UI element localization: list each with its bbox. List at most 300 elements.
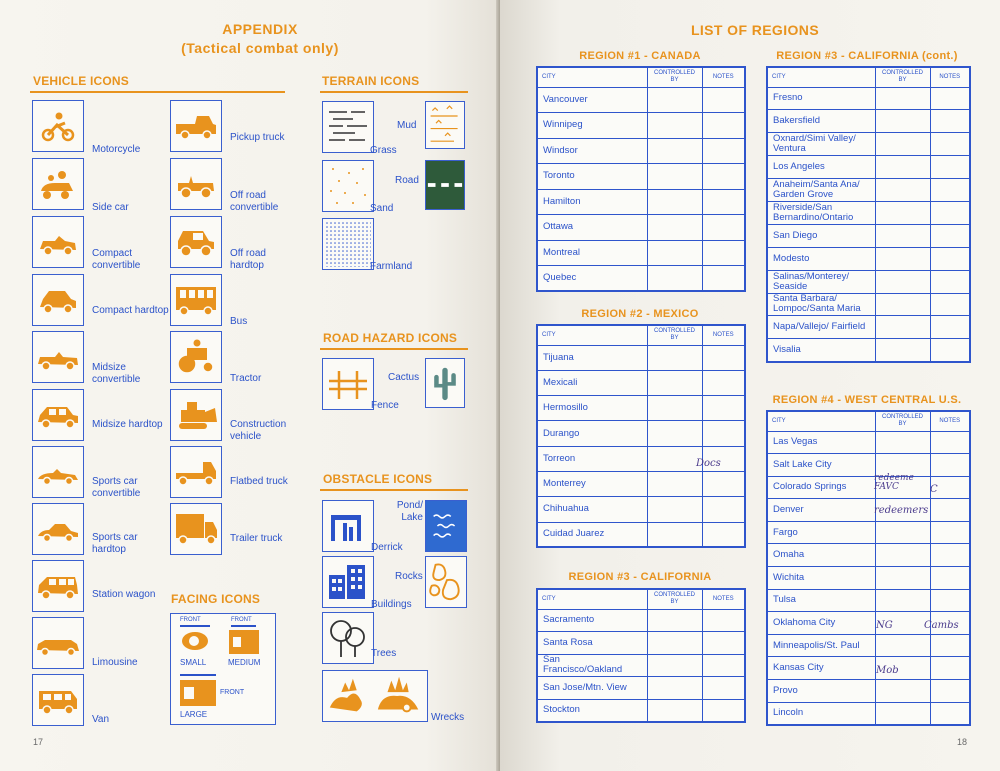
van-icon	[32, 674, 84, 726]
notes-cell[interactable]	[930, 567, 970, 590]
label-limousine: Limousine	[92, 657, 138, 668]
table-row	[767, 87, 970, 110]
sports-car-convertible-icon	[32, 446, 84, 498]
table-row	[537, 421, 745, 446]
label-side-car: Side car	[92, 202, 129, 213]
table-header-row	[537, 589, 745, 609]
table-row	[767, 224, 970, 247]
label-grass: Grass	[370, 145, 397, 156]
pickup-truck-icon	[170, 100, 222, 152]
column-header-notes: NOTES	[702, 589, 745, 609]
farmland-icon	[322, 218, 374, 270]
label-fence: Fence	[371, 400, 399, 411]
table-row	[767, 702, 970, 725]
label-flatbed-truck: Flatbed truck	[230, 476, 288, 487]
city-cell: Salinas/Monterey/ Seaside	[767, 270, 875, 293]
label-tractor: Tractor	[230, 373, 262, 384]
handwriting-kansas: Mob	[876, 665, 899, 676]
column-header-controlled: CONTROLLED BY	[647, 589, 702, 609]
city-cell: Fresno	[767, 87, 875, 110]
notes-cell[interactable]	[930, 657, 970, 680]
label-rocks: Rocks	[395, 571, 423, 582]
label-trees: Trees	[371, 648, 397, 659]
column-header-controlled: CONTROLLED BY	[875, 411, 930, 431]
page-number-left: 17	[33, 737, 44, 747]
notes-cell[interactable]	[930, 680, 970, 703]
city-cell: Oxnard/Simi Valley/ Ventura	[767, 133, 875, 156]
table-row	[537, 113, 745, 139]
city-cell: Omaha	[767, 544, 875, 567]
notes-cell[interactable]	[930, 521, 970, 544]
controlled-by-cell[interactable]	[875, 521, 930, 544]
controlled-by-cell[interactable]	[647, 446, 702, 471]
side-car-icon	[32, 158, 84, 210]
terrain-icons-heading: TERRAIN ICONS	[322, 74, 420, 88]
mud-icon	[425, 101, 465, 149]
table-row	[767, 567, 970, 590]
table-row	[537, 215, 745, 241]
off-road-convertible-icon	[170, 158, 222, 210]
label-buildings: Buildings	[371, 599, 412, 610]
region-4-title: REGION #4 - WEST CENTRAL U.S.	[772, 394, 962, 406]
table-row	[767, 454, 970, 477]
region-2-table	[536, 324, 746, 548]
appendix-title: APPENDIX	[222, 21, 298, 37]
controlled-by-cell[interactable]	[647, 632, 702, 655]
notes-cell[interactable]	[702, 699, 745, 722]
trees-icon	[322, 612, 374, 664]
page-number-right: 18	[957, 737, 968, 747]
controlled-by-cell[interactable]	[875, 270, 930, 293]
controlled-by-cell[interactable]	[647, 240, 702, 266]
table-row	[767, 476, 970, 499]
city-cell: Sacramento	[537, 609, 647, 632]
table-row	[537, 189, 745, 215]
label-off-road-hardtop: Off road hardtop	[230, 248, 266, 271]
notes-cell[interactable]	[702, 164, 745, 190]
city-cell: Winnipeg	[537, 113, 647, 139]
table-row	[537, 87, 745, 113]
notes-cell[interactable]	[702, 266, 745, 292]
controlled-by-cell[interactable]	[647, 345, 702, 370]
bus-icon	[170, 274, 222, 326]
column-header-controlled: CONTROLLED BY	[647, 325, 702, 345]
table-header-row	[537, 67, 745, 87]
region-1-title: REGION #1 - CANADA	[579, 50, 701, 62]
city-cell: Santa Barbara/ Lompoc/Santa Maria	[767, 293, 875, 316]
city-cell: Minneapolis/St. Paul	[767, 634, 875, 657]
city-cell: Salt Lake City	[767, 454, 875, 477]
large-label: LARGE	[180, 710, 208, 719]
controlled-by-cell[interactable]	[875, 133, 930, 156]
notes-cell[interactable]	[930, 544, 970, 567]
label-sand: Sand	[370, 203, 394, 214]
label-station-wagon: Station wagon	[92, 589, 156, 600]
label-midsize-hardtop: Midsize hardtop	[92, 419, 163, 430]
city-cell: Chihuahua	[537, 497, 647, 522]
list-of-regions-title: LIST OF REGIONS	[690, 22, 820, 38]
handwriting-denver: redeemers	[874, 505, 929, 516]
flatbed-truck-icon	[170, 446, 222, 498]
table-row	[767, 316, 970, 339]
city-cell: San Francisco/Oakland	[537, 654, 647, 677]
terrain-rule	[320, 91, 468, 93]
medium-label: MEDIUM	[228, 658, 261, 667]
facing-icons-box	[170, 613, 276, 725]
label-compact-hardtop: Compact hardtop	[92, 305, 169, 316]
column-header-notes: NOTES	[702, 325, 745, 345]
controlled-by-cell[interactable]	[875, 431, 930, 454]
table-row	[767, 657, 970, 680]
controlled-by-cell[interactable]	[647, 113, 702, 139]
controlled-by-cell[interactable]	[875, 567, 930, 590]
label-compact-convertible: Compact convertible	[92, 248, 141, 271]
controlled-by-cell[interactable]	[875, 544, 930, 567]
table-row	[767, 293, 970, 316]
city-cell: Colorado Springs	[767, 476, 875, 499]
motorcycle-icon	[32, 100, 84, 152]
midsize-hardtop-icon	[32, 389, 84, 441]
notes-cell[interactable]	[930, 156, 970, 179]
obstacle-icons-heading: OBSTACLE ICONS	[323, 472, 433, 486]
city-cell: Modesto	[767, 247, 875, 270]
limousine-icon	[32, 617, 84, 669]
notes-cell[interactable]	[702, 522, 745, 547]
tractor-icon	[170, 331, 222, 383]
region-2-title: REGION #2 - MEXICO	[581, 308, 699, 320]
fence-icon	[322, 358, 374, 410]
city-cell: Las Vegas	[767, 431, 875, 454]
table-row	[537, 164, 745, 190]
table-header-row	[537, 325, 745, 345]
table-row	[767, 521, 970, 544]
city-cell: San Jose/Mtn. View	[537, 677, 647, 700]
table-row	[767, 133, 970, 156]
construction-vehicle-icon	[170, 389, 222, 441]
cactus-icon	[425, 358, 465, 408]
notes-cell[interactable]	[930, 499, 970, 522]
controlled-by-cell[interactable]	[875, 201, 930, 224]
table-header-row	[767, 67, 970, 87]
city-cell: Anaheim/Santa Ana/ Garden Grove	[767, 179, 875, 202]
controlled-by-cell[interactable]	[647, 421, 702, 446]
controlled-by-cell[interactable]	[647, 138, 702, 164]
controlled-by-cell[interactable]	[875, 339, 930, 362]
front-arrow-medium	[231, 625, 256, 627]
city-cell: Vancouver	[537, 87, 647, 113]
notes-cell[interactable]	[930, 179, 970, 202]
pond-lake-icon	[425, 500, 467, 552]
table-row	[537, 522, 745, 547]
table-row	[537, 632, 745, 655]
road-hazard-icons-heading: ROAD HAZARD ICONS	[323, 331, 458, 345]
city-cell: Bakersfield	[767, 110, 875, 133]
notes-cell[interactable]	[702, 370, 745, 395]
controlled-by-cell[interactable]	[647, 266, 702, 292]
derrick-icon	[322, 500, 374, 552]
table-row	[537, 370, 745, 395]
controlled-by-cell[interactable]	[875, 316, 930, 339]
controlled-by-cell[interactable]	[875, 702, 930, 725]
controlled-by-cell[interactable]	[875, 179, 930, 202]
column-header-notes: NOTES	[930, 411, 970, 431]
table-header-row	[767, 411, 970, 431]
notes-cell[interactable]	[702, 654, 745, 677]
table-row	[767, 589, 970, 612]
notes-cell[interactable]	[702, 87, 745, 113]
handwriting-colorado: redeeme FAVC	[874, 473, 914, 492]
handwriting-colorado-notes: C	[930, 484, 938, 495]
table-row	[767, 201, 970, 224]
controlled-by-cell[interactable]	[875, 87, 930, 110]
city-cell: Santa Rosa	[537, 632, 647, 655]
table-row	[537, 266, 745, 292]
table-row	[767, 247, 970, 270]
column-header-controlled: CONTROLLED BY	[875, 67, 930, 87]
notes-cell[interactable]	[930, 87, 970, 110]
controlled-by-cell[interactable]	[875, 224, 930, 247]
label-bus: Bus	[230, 316, 248, 327]
column-header-city: CITY	[537, 589, 647, 609]
notes-cell[interactable]	[930, 431, 970, 454]
notes-cell[interactable]	[930, 316, 970, 339]
controlled-by-cell[interactable]	[647, 497, 702, 522]
controlled-by-cell[interactable]	[647, 699, 702, 722]
city-cell: Mexicali	[537, 370, 647, 395]
controlled-by-cell[interactable]	[647, 471, 702, 496]
label-trailer-truck: Trailer truck	[230, 533, 283, 544]
table-row	[767, 156, 970, 179]
notes-cell[interactable]	[702, 421, 745, 446]
column-header-city: CITY	[537, 67, 647, 87]
compact-convertible-icon	[32, 216, 84, 268]
controlled-by-cell[interactable]	[647, 164, 702, 190]
notes-cell[interactable]	[702, 345, 745, 370]
obstacle-rule	[320, 489, 468, 491]
label-off-road-convertible: Off road convertible	[230, 190, 279, 213]
notes-cell[interactable]	[930, 247, 970, 270]
controlled-by-cell[interactable]	[875, 293, 930, 316]
notes-cell[interactable]	[702, 632, 745, 655]
city-cell: Monterrey	[537, 471, 647, 496]
label-derrick: Derrick	[371, 542, 403, 553]
table-row	[537, 345, 745, 370]
label-wrecks: Wrecks	[431, 712, 465, 723]
controlled-by-cell[interactable]	[647, 654, 702, 677]
column-header-city: CITY	[767, 411, 875, 431]
table-row	[767, 431, 970, 454]
sand-icon	[322, 160, 374, 212]
table-row	[537, 699, 745, 722]
city-cell: Wichita	[767, 567, 875, 590]
handwriting-oklahoma-notes: Cambs	[924, 620, 959, 631]
city-cell: Napa/Vallejo/ Fairfield	[767, 316, 875, 339]
road-hazard-rule	[320, 348, 468, 350]
controlled-by-cell[interactable]	[647, 396, 702, 421]
city-cell: Fargo	[767, 521, 875, 544]
city-cell: Cuidad Juarez	[537, 522, 647, 547]
label-farmland: Farmland	[370, 261, 413, 272]
front-label-large: FRONT	[220, 689, 245, 696]
column-header-city: CITY	[537, 325, 647, 345]
city-cell: Denver	[767, 499, 875, 522]
small-label: SMALL	[180, 658, 207, 667]
table-row	[767, 339, 970, 362]
appendix-subtitle: (Tactical combat only)	[181, 40, 339, 56]
city-cell: Hamilton	[537, 189, 647, 215]
region-3-title: REGION #3 - CALIFORNIA	[568, 571, 712, 583]
city-cell: Hermosillo	[537, 396, 647, 421]
wrecks-icon	[322, 670, 428, 722]
notes-cell[interactable]	[702, 609, 745, 632]
region-3-cont-title: REGION #3 - CALIFORNIA (cont.)	[776, 50, 958, 62]
label-pickup-truck: Pickup truck	[230, 132, 285, 143]
label-cactus: Cactus	[388, 372, 420, 383]
controlled-by-cell[interactable]	[875, 156, 930, 179]
label-mud: Mud	[397, 120, 417, 131]
notes-cell[interactable]	[702, 215, 745, 241]
trailer-truck-icon	[170, 503, 222, 555]
column-header-notes: NOTES	[702, 67, 745, 87]
sports-car-hardtop-icon	[32, 503, 84, 555]
station-wagon-icon	[32, 560, 84, 612]
handwriting-oklahoma: NG	[876, 620, 893, 631]
front-label-medium: FRONT	[231, 617, 252, 623]
column-header-city: CITY	[767, 67, 875, 87]
notes-cell[interactable]	[702, 471, 745, 496]
label-motorcycle: Motorcycle	[92, 144, 141, 155]
controlled-by-cell[interactable]	[647, 609, 702, 632]
city-cell: Ottawa	[537, 215, 647, 241]
table-row	[537, 677, 745, 700]
region-3-cont-table	[766, 66, 971, 363]
facing-icons-heading: FACING ICONS	[171, 592, 261, 606]
city-cell: San Diego	[767, 224, 875, 247]
table-row	[767, 499, 970, 522]
table-row	[767, 179, 970, 202]
notes-cell[interactable]	[702, 240, 745, 266]
controlled-by-cell[interactable]	[875, 589, 930, 612]
label-pond-lake: Pond/ Lake	[396, 500, 423, 523]
table-row	[767, 110, 970, 133]
notes-cell[interactable]	[930, 224, 970, 247]
front-arrow-large	[180, 674, 216, 676]
city-cell: Riverside/San Bernardino/Ontario	[767, 201, 875, 224]
notes-cell[interactable]	[702, 497, 745, 522]
front-label-small: FRONT	[180, 617, 201, 623]
notes-cell[interactable]	[702, 677, 745, 700]
controlled-by-cell[interactable]	[647, 87, 702, 113]
label-sports-car-convertible: Sports car convertible	[92, 476, 141, 499]
controlled-by-cell[interactable]	[647, 522, 702, 547]
grass-icon	[322, 101, 374, 153]
table-row	[537, 654, 745, 677]
label-sports-car-hardtop: Sports car hardtop	[92, 532, 138, 555]
controlled-by-cell[interactable]	[647, 189, 702, 215]
table-row	[767, 680, 970, 703]
compact-hardtop-icon	[32, 274, 84, 326]
table-row	[767, 270, 970, 293]
city-cell: Torreon	[537, 446, 647, 471]
controlled-by-cell[interactable]	[875, 634, 930, 657]
front-arrow-small	[180, 625, 210, 627]
notes-cell[interactable]	[930, 339, 970, 362]
off-road-hardtop-icon	[170, 216, 222, 268]
column-header-controlled: CONTROLLED BY	[647, 67, 702, 87]
controlled-by-cell[interactable]	[647, 215, 702, 241]
controlled-by-cell[interactable]	[875, 110, 930, 133]
city-cell: Tijuana	[537, 345, 647, 370]
right-page	[500, 0, 1000, 771]
notes-cell[interactable]	[930, 110, 970, 133]
city-cell: Los Angeles	[767, 156, 875, 179]
region-1-table	[536, 66, 746, 292]
notes-cell[interactable]	[930, 589, 970, 612]
notes-cell[interactable]	[702, 138, 745, 164]
controlled-by-cell[interactable]	[875, 680, 930, 703]
controlled-by-cell[interactable]	[647, 370, 702, 395]
notes-cell[interactable]	[930, 270, 970, 293]
label-road: Road	[395, 175, 419, 186]
table-row	[537, 240, 745, 266]
region-4-table	[766, 410, 971, 726]
table-row	[537, 138, 745, 164]
column-header-notes: NOTES	[930, 67, 970, 87]
table-row	[767, 634, 970, 657]
label-midsize-convertible: Midsize convertible	[92, 362, 141, 385]
midsize-convertible-icon	[32, 331, 84, 383]
vehicle-rule	[30, 91, 285, 93]
city-cell: Quebec	[537, 266, 647, 292]
rocks-icon	[425, 556, 467, 608]
city-cell: Windsor	[537, 138, 647, 164]
city-cell: Oklahoma City	[767, 612, 875, 635]
table-row	[537, 471, 745, 496]
controlled-by-cell[interactable]	[875, 247, 930, 270]
region-3-table	[536, 588, 746, 723]
notes-cell[interactable]	[930, 133, 970, 156]
table-row	[537, 609, 745, 632]
notes-cell[interactable]	[930, 634, 970, 657]
table-row	[537, 497, 745, 522]
city-cell: Durango	[537, 421, 647, 446]
label-van: Van	[92, 714, 110, 725]
table-row	[537, 396, 745, 421]
notes-cell[interactable]	[930, 454, 970, 477]
city-cell: Montreal	[537, 240, 647, 266]
city-cell: Visalia	[767, 339, 875, 362]
notes-cell[interactable]	[930, 702, 970, 725]
buildings-icon	[322, 556, 374, 608]
city-cell: Kansas City	[767, 657, 875, 680]
notes-cell[interactable]	[930, 201, 970, 224]
city-cell: Toronto	[537, 164, 647, 190]
notes-cell[interactable]	[702, 189, 745, 215]
city-cell: Lincoln	[767, 702, 875, 725]
handwriting-torreon: Docs	[696, 458, 721, 469]
controlled-by-cell[interactable]	[647, 677, 702, 700]
label-construction-vehicle: Construction vehicle	[230, 419, 287, 442]
city-cell: Tulsa	[767, 589, 875, 612]
city-cell: Provo	[767, 680, 875, 703]
notes-cell[interactable]	[702, 396, 745, 421]
vehicle-icons-heading: VEHICLE ICONS	[33, 74, 129, 88]
table-row	[767, 544, 970, 567]
road-icon	[425, 160, 465, 210]
notes-cell[interactable]	[702, 113, 745, 139]
notes-cell[interactable]	[930, 293, 970, 316]
city-cell: Stockton	[537, 699, 647, 722]
